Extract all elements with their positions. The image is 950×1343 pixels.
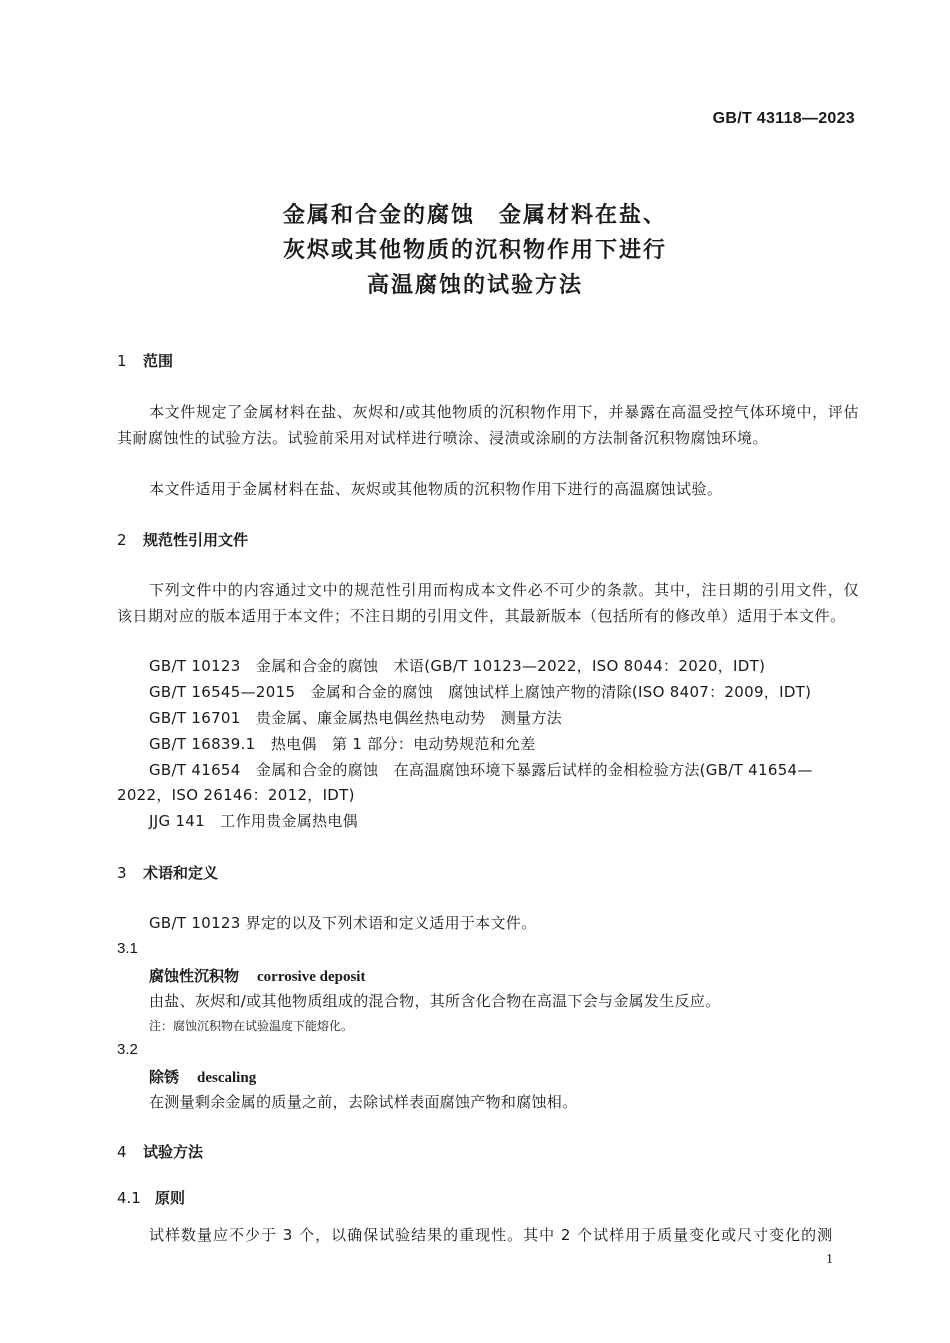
section-title: 范围 [143, 352, 174, 370]
term-entry [149, 965, 365, 986]
reference-item: GB/T 16701 贵金属、廉金属热电偶丝热电动势 测量方法 [149, 709, 562, 727]
section-2-heading [117, 529, 248, 550]
subsection-4-1-heading [117, 1187, 185, 1208]
page-number: 1 [826, 1252, 833, 1267]
reference-item-continued: 2022，ISO 26146：2012，IDT) [117, 786, 355, 804]
section-title: 规范性引用文件 [143, 531, 249, 549]
subsection-title: 原则 [155, 1189, 186, 1207]
normative-refs-intro: 下列文件中的内容通过文中的规范性引用而构成本文件必不可少的条款。其中，注日期的引用文件，仅该日期对应的版本适用于本文件；不注日期的引用文件，其最新版本（包括所有的修改单）适用于本文件。 [117, 581, 859, 625]
term-chinese: 除锈 [149, 1068, 180, 1086]
title-line-2: 灰烬或其他物质的沉积物作用下进行 [282, 238, 667, 263]
section-title: 术语和定义 [143, 864, 219, 882]
scope-paragraph-2: 本文件适用于金属材料在盐、灰烬或其他物质的沉积物作用下进行的高温腐蚀试验。 [149, 480, 723, 498]
reference-item: GB/T 16545—2015 金属和合金的腐蚀 腐蚀试样上腐蚀产物的清除(ISO 8407：2009，IDT) [149, 683, 812, 701]
principle-paragraph: 试样数量应不少于 3 个，以确保试验结果的重现性。其中 2 个试样用于质量变化或尺寸变化的测 [149, 1226, 834, 1244]
scope-paragraph-1: 本文件规定了金属材料在盐、灰烬和/或其他物质的沉积物作用下，并暴露在高温受控气体环境中，评估其耐腐蚀性的试验方法。试验前采用对试样进行喷涂、浸渍或涂刷的方法制备沉积物腐蚀环境。 [117, 403, 859, 447]
section-number: 3 [117, 864, 127, 882]
term-definition: 由盐、灰烬和/或其他物质组成的混合物，其所含化合物在高温下会与金属发生反应。 [149, 992, 721, 1010]
term-english: descaling [197, 1070, 257, 1086]
section-title: 试验方法 [143, 1143, 204, 1161]
term-entry [149, 1066, 256, 1087]
section-number: 1 [117, 352, 127, 370]
term-number: 3.1 [117, 940, 138, 957]
section-number: 2 [117, 531, 127, 549]
term-note: 注：腐蚀沉积物在试验温度下能熔化。 [149, 1019, 354, 1033]
standard-number: GB/T 43118—2023 [712, 110, 855, 127]
reference-item: JJG 141 工作用贵金属热电偶 [149, 812, 358, 830]
section-3-heading [117, 862, 218, 883]
reference-item: GB/T 10123 金属和合金的腐蚀 术语(GB/T 10123—2022，ISO 8044：2020，IDT) [149, 657, 766, 675]
terms-intro: GB/T 10123 界定的以及下列术语和定义适用于本文件。 [149, 914, 537, 932]
term-definition: 在测量剩余金属的质量之前，去除试样表面腐蚀产物和腐蚀相。 [149, 1093, 578, 1111]
reference-item: GB/T 41654 金属和合金的腐蚀 在高温腐蚀环境下暴露后试样的金相检验方法(GB/T 41654— [149, 761, 813, 779]
title-line-3: 高温腐蚀的试验方法 [366, 273, 583, 298]
term-number: 3.2 [117, 1041, 138, 1058]
section-number: 4 [117, 1143, 127, 1161]
reference-item: GB/T 16839.1 热电偶 第 1 部分：电动势规范和允差 [149, 735, 536, 753]
subsection-number: 4.1 [117, 1189, 141, 1207]
term-chinese: 腐蚀性沉积物 [149, 967, 240, 985]
term-english: corrosive deposit [257, 969, 366, 985]
title-line-1: 金属和合金的腐蚀 金属材料在盐、 [282, 203, 667, 228]
section-4-heading [117, 1141, 203, 1162]
section-1-heading [117, 350, 173, 371]
